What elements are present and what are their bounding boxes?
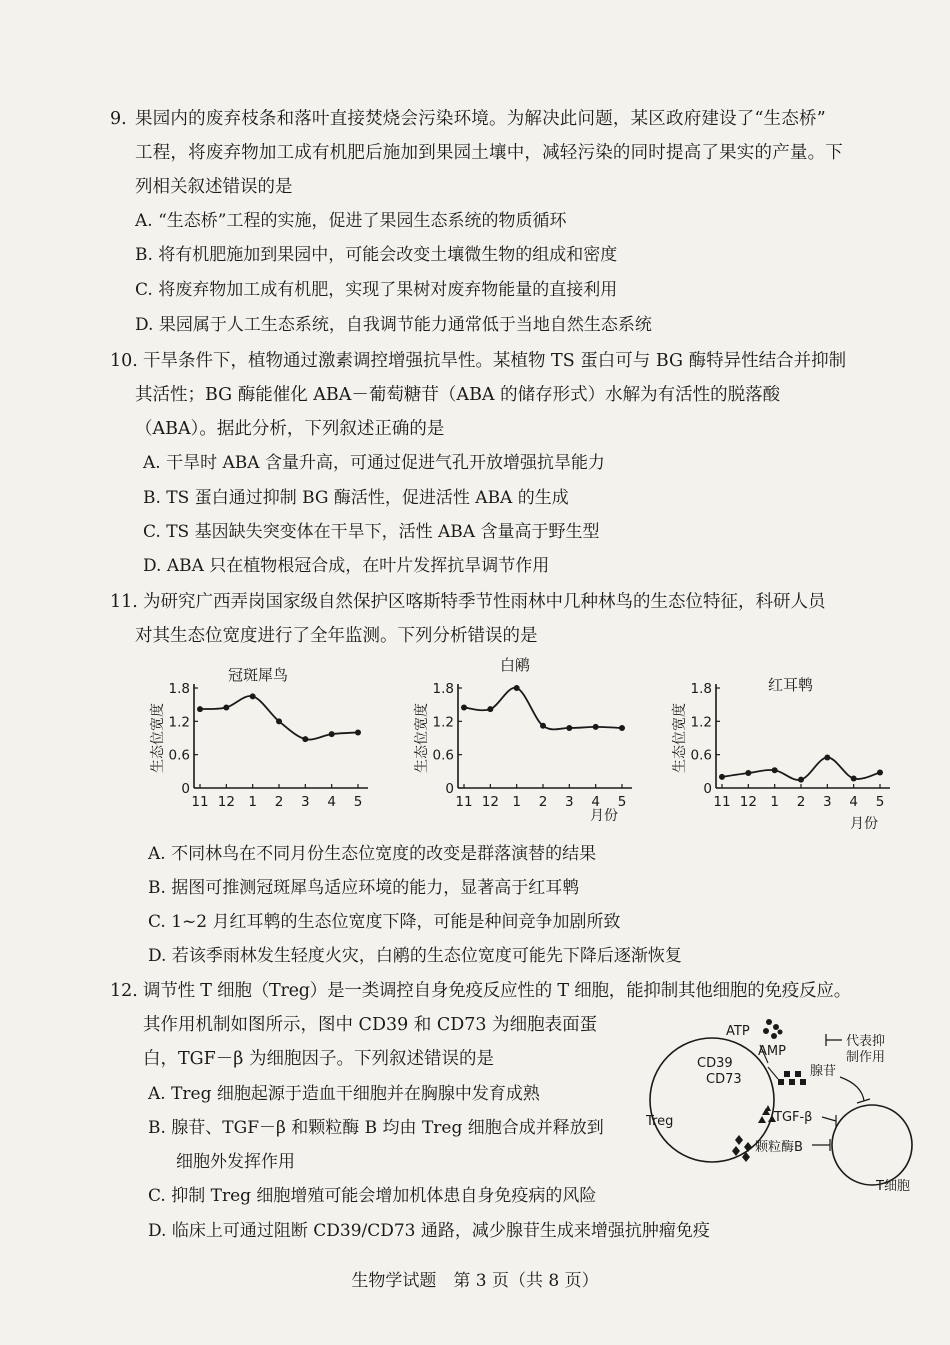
t-cell-label: T细胞 bbox=[876, 1179, 910, 1194]
data-point bbox=[540, 723, 546, 729]
q9-line-3: 列相关叙述错误的是 bbox=[135, 177, 293, 197]
x-tick-label: 1 bbox=[248, 794, 257, 810]
data-point bbox=[355, 729, 361, 735]
x-tick-label: 12 bbox=[217, 794, 235, 810]
x-tick-label: 12 bbox=[481, 794, 499, 810]
q12-number: 12. bbox=[110, 981, 138, 1001]
chart-pheasant bbox=[410, 656, 650, 835]
y-tick-label: 1.2 bbox=[432, 714, 454, 731]
q9-option-c: C. 将废弃物加工成有机肥，实现了果树对废弃物能量的直接利用 bbox=[135, 280, 618, 300]
x-tick-label: 2 bbox=[274, 794, 284, 810]
x-tick-label: 3 bbox=[565, 794, 574, 810]
y-tick-label: 0.6 bbox=[168, 747, 190, 764]
q9-line-1: 果园内的废弃枝条和落叶直接焚烧会污染环境。为解决此问题，某区政府建设了“生态桥” bbox=[135, 109, 826, 129]
q11-option-b: B. 据图可推测冠斑犀鸟适应环境的能力，显著高于红耳鹎 bbox=[148, 878, 580, 898]
x-tick-label: 4 bbox=[849, 794, 858, 810]
q11-line-1: 为研究广西弄岗国家级自然保护区喀斯特季节性雨林中几种林鸟的生态位特征，科研人员 bbox=[143, 592, 826, 612]
data-point bbox=[798, 777, 804, 783]
y-tick-label: 0 bbox=[181, 781, 190, 797]
chart-pheasant-svg bbox=[410, 656, 650, 835]
tgf-beta-label: TGF-β bbox=[774, 1110, 813, 1125]
q10-option-b: B. TS 蛋白通过抑制 BG 酶活性，促进活性 ABA 的生成 bbox=[143, 488, 569, 508]
data-point bbox=[276, 718, 282, 724]
chart-title: 白鹇 bbox=[500, 656, 531, 674]
q12-line-1: 调节性 T 细胞（Treg）是一类调控自身免疫反应性的 T 细胞，能抑制其他细胞的免疫反应。 bbox=[143, 981, 851, 1001]
inhibition-symbol-icon bbox=[826, 1034, 842, 1046]
q11-option-c: C. 1~2 月红耳鹎的生态位宽度下降，可能是种间竞争加剧所致 bbox=[148, 912, 621, 932]
q10-option-c: C. TS 基因缺失突变体在干旱下，活性 ABA 含量高于野生型 bbox=[143, 522, 600, 542]
t-cell-circle bbox=[832, 1105, 912, 1185]
q11-option-a: A. 不同林鸟在不同月份生态位宽度的改变是群落演替的结果 bbox=[148, 844, 597, 864]
chart-title: 冠斑犀鸟 bbox=[228, 666, 289, 684]
page-footer: 生物学试题 第 3 页（共 8 页） bbox=[351, 1271, 599, 1291]
x-tick-label: 3 bbox=[823, 794, 832, 810]
cd73-label: CD73 bbox=[706, 1072, 742, 1087]
x-tick-label: 1 bbox=[512, 794, 521, 810]
y-axis-label: 生态位宽度 bbox=[672, 703, 688, 773]
q10-number: 10. bbox=[110, 351, 138, 371]
q9-option-d: D. 果园属于人工生态系统，自我调节能力通常低于当地自然生态系统 bbox=[135, 315, 652, 335]
q12-option-c: C. 抑制 Treg 细胞增殖可能会增加机体患自身免疫病的风险 bbox=[148, 1186, 597, 1206]
data-point bbox=[197, 706, 203, 712]
treg-diagram-svg bbox=[640, 1015, 910, 1200]
y-tick-label: 1.8 bbox=[168, 681, 190, 697]
data-point bbox=[877, 769, 883, 775]
x-tick-label: 11 bbox=[191, 794, 209, 810]
data-point bbox=[487, 706, 493, 712]
q12-line-2: 其作用机制如图所示，图中 CD39 和 CD73 为细胞表面蛋 bbox=[143, 1015, 598, 1035]
data-point bbox=[719, 774, 725, 780]
x-axis-label: 月份 bbox=[590, 808, 618, 824]
y-tick-label: 0 bbox=[445, 781, 454, 797]
x-tick-label: 5 bbox=[617, 794, 627, 810]
data-point bbox=[461, 704, 467, 710]
y-tick-label: 1.8 bbox=[690, 681, 712, 697]
inhibition-arrows bbox=[812, 1077, 870, 1151]
q9-line-2: 工程，将废弃物加工成有机肥后施加到果园土壤中，减轻污染的同时提高了果实的产量。下 bbox=[135, 143, 843, 163]
atp-label: ATP bbox=[726, 1024, 750, 1039]
q10-line-1: 干旱条件下，植物通过激素调控增强抗旱性。某植物 TS 蛋白可与 BG 酶特异性结合并抑制 bbox=[143, 351, 847, 371]
treg-label: Treg bbox=[646, 1114, 674, 1129]
legend-inhibition-line1: 代表抑 bbox=[846, 1034, 886, 1049]
chart-title: 红耳鹎 bbox=[768, 676, 814, 694]
q10-option-d: D. ABA 只在植物根冠合成，在叶片发挥抗旱调节作用 bbox=[143, 556, 550, 576]
amp-label: AMP bbox=[758, 1044, 786, 1059]
x-tick-label: 2 bbox=[796, 794, 806, 810]
data-point bbox=[824, 754, 830, 760]
x-tick-label: 11 bbox=[455, 794, 473, 810]
series-line bbox=[722, 757, 880, 780]
q12-option-a: A. Treg 细胞起源于造血干细胞并在胸腺中发育成熟 bbox=[148, 1084, 540, 1104]
x-tick-label: 5 bbox=[353, 794, 363, 810]
data-point bbox=[302, 736, 308, 742]
y-tick-label: 0.6 bbox=[690, 747, 712, 764]
data-point bbox=[250, 693, 256, 699]
y-axis-label: 生态位宽度 bbox=[414, 703, 430, 773]
q10-line-2: 其活性；BG 酶能催化 ABA－葡萄糖苷（ABA 的储存形式）水解为有活性的脱落酸 bbox=[135, 385, 781, 405]
data-point bbox=[566, 725, 572, 731]
q9-option-a: A. “生态桥”工程的实施，促进了果园生态系统的物质循环 bbox=[135, 211, 567, 231]
data-point bbox=[329, 731, 335, 737]
data-point bbox=[745, 770, 751, 776]
x-tick-label: 2 bbox=[538, 794, 548, 810]
chart-bulbul bbox=[660, 660, 910, 835]
x-axis-label: 月份 bbox=[850, 816, 878, 832]
treg-mechanism-diagram bbox=[640, 1015, 910, 1200]
q10-line-3: （ABA）。据此分析，下列叙述正确的是 bbox=[135, 419, 445, 439]
data-point bbox=[619, 725, 625, 731]
x-tick-label: 11 bbox=[713, 794, 731, 810]
adenosine-label: 腺苷 bbox=[810, 1064, 837, 1079]
data-point bbox=[223, 704, 229, 710]
y-tick-label: 1.2 bbox=[690, 714, 712, 731]
adenosine-molecules-icon bbox=[778, 1071, 806, 1085]
q11-option-d: D. 若该季雨林发生轻度火灾，白鹇的生态位宽度可能先下降后逐渐恢复 bbox=[148, 946, 682, 966]
q9-option-b: B. 将有机肥施加到果园中，可能会改变土壤微生物的组成和密度 bbox=[135, 245, 618, 265]
y-tick-label: 0.6 bbox=[432, 747, 454, 764]
chart-hornbill-svg bbox=[148, 660, 378, 835]
y-tick-label: 1.8 bbox=[432, 681, 454, 697]
y-tick-label: 1.2 bbox=[168, 714, 190, 731]
x-tick-label: 1 bbox=[770, 794, 779, 810]
q11-line-2: 对其生态位宽度进行了全年监测。下列分析错误的是 bbox=[135, 626, 538, 646]
y-axis-label: 生态位宽度 bbox=[150, 703, 166, 773]
atp-molecules-icon bbox=[763, 1019, 783, 1039]
q12-option-d: D. 临床上可通过阻断 CD39/CD73 通路，减少腺苷生成来增强抗肿瘤免疫 bbox=[148, 1221, 710, 1241]
granzyme-b-label: 颗粒酶B bbox=[755, 1140, 803, 1155]
data-point bbox=[593, 724, 599, 730]
q12-option-b-cont: 细胞外发挥作用 bbox=[176, 1152, 295, 1172]
x-tick-label: 4 bbox=[327, 794, 336, 810]
x-tick-label: 5 bbox=[875, 794, 885, 810]
x-tick-label: 12 bbox=[739, 794, 757, 810]
data-point bbox=[514, 685, 520, 691]
cd39-label: CD39 bbox=[697, 1056, 733, 1071]
legend-inhibition-line2: 制作用 bbox=[846, 1050, 886, 1065]
chart-bulbul-svg bbox=[660, 660, 910, 835]
x-tick-label: 4 bbox=[591, 794, 600, 810]
q12-line-3: 白，TGF－β 为细胞因子。下列叙述错误的是 bbox=[143, 1049, 494, 1069]
q12-option-b: B. 腺苷、TGF－β 和颗粒酶 B 均由 Treg 细胞合成并释放到 bbox=[148, 1118, 604, 1138]
data-point bbox=[772, 767, 778, 773]
y-tick-label: 0 bbox=[703, 781, 712, 797]
q11-number: 11. bbox=[110, 592, 138, 612]
data-point bbox=[851, 776, 857, 782]
x-tick-label: 3 bbox=[301, 794, 310, 810]
chart-hornbill bbox=[148, 660, 378, 835]
q10-option-a: A. 干旱时 ABA 含量升高，可通过促进气孔开放增强抗旱能力 bbox=[143, 453, 605, 473]
q9-number: 9. bbox=[110, 109, 127, 129]
